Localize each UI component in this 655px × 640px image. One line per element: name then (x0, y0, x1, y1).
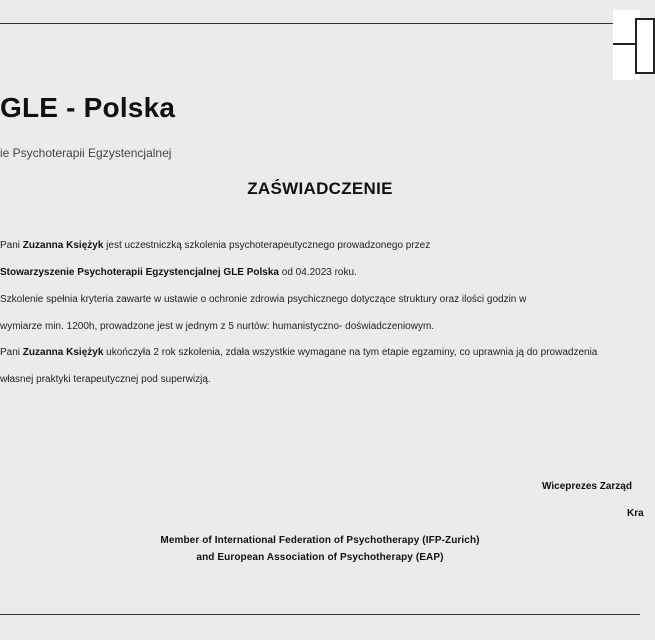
body-line-3: Szkolenie spełnia kryteria zawarte w ustawie o ochronie zdrowia psychicznego dotyczące struktury oraz ilości godzin w (0, 294, 527, 305)
body-line-1 (0, 240, 640, 251)
signer-role: Wiceprezes Zarząd (542, 481, 632, 492)
body-line-2 (0, 267, 640, 278)
logo-frame-icon (635, 18, 655, 74)
membership-line-1: Member of International Federation of Psychotherapy (IFP-Zurich) (160, 535, 480, 546)
organization-subtitle: ie Psychoterapii Egzystencjalnej (0, 146, 172, 160)
corner-logo-fragment (613, 10, 640, 80)
top-border-line (0, 23, 640, 24)
participant-name-2: Zuzanna Księżyk (22, 347, 104, 358)
body-line-4: wymiarze min. 1200h, prowadzone jest w jednym z 5 nurtów: humanistyczno- doświadczeniowym. (0, 321, 435, 332)
line5-prefix: Pani (0, 347, 23, 358)
signature-place: Kra (627, 508, 644, 519)
line1-suffix: jest uczestniczką szkolenia psychoterapeutycznego prowadzonego przez (103, 240, 431, 251)
bottom-border-line (0, 614, 640, 615)
association-name: Stowarzyszenie Psychoterapii Egzystencjalnej GLE Polska (0, 267, 279, 278)
line1-prefix: Pani (0, 240, 23, 251)
body-line-5 (0, 347, 640, 358)
membership-line-2: and European Association of Psychotherapy (EAP) (196, 552, 444, 563)
organization-title: GLE - Polska (0, 92, 176, 123)
logo-tick-icon (613, 43, 637, 45)
participant-name: Zuzanna Księżyk (22, 240, 104, 251)
body-line-6: własnej praktyki terapeutycznej pod superwizją. (0, 374, 211, 385)
document-title: ZAŚWIADCZENIE (247, 179, 393, 198)
line5-suffix: ukończyła 2 rok szkolenia, zdała wszystkie wymagane na tym etapie egzaminy, co uprawnia ją do prowadzenia (103, 347, 598, 358)
line2-suffix: od 04.2023 roku. (279, 267, 357, 278)
